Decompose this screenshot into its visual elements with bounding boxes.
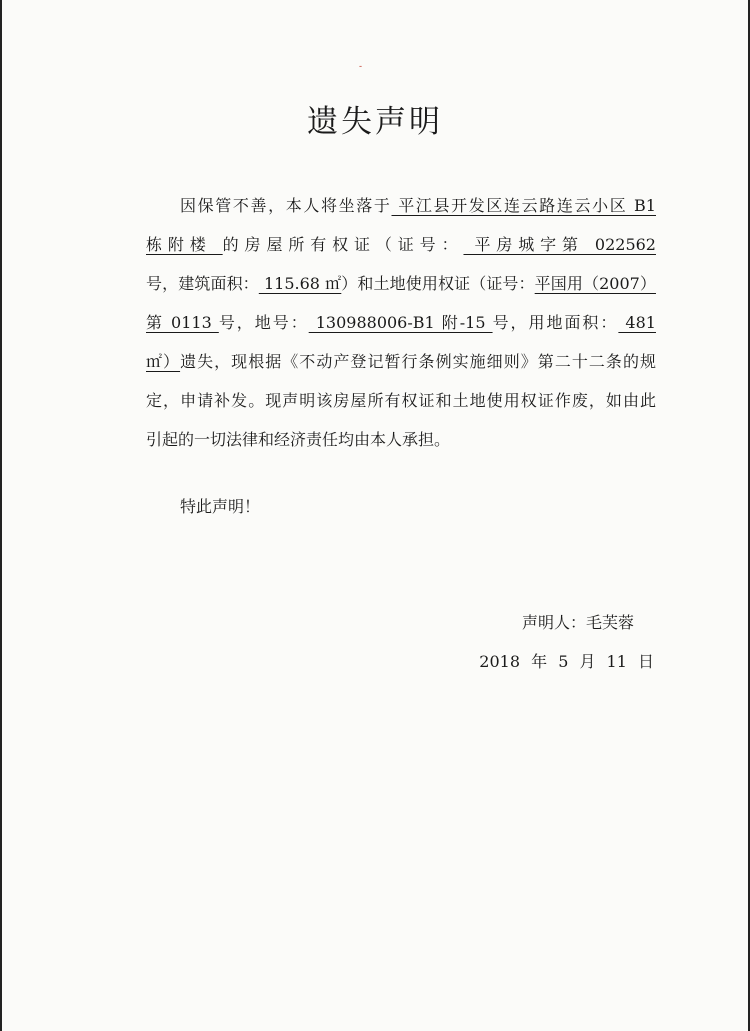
body-line-6: 定，申请补发。现声明该房屋所有权证和土地使用权证作废，如由此 <box>146 391 656 410</box>
scan-edge-left <box>0 0 2 1031</box>
text-segment: 的房屋所有权证（证号： <box>222 235 464 254</box>
statement-body <box>146 186 656 459</box>
property-location: 平江县开发区连云路连云小区 B1 <box>391 196 656 215</box>
text-segment: ）和土地使用权证（证号： <box>341 274 535 293</box>
stray-mark: - <box>359 62 363 72</box>
land-area: 481 <box>618 313 656 332</box>
text-segment: 号，地号： <box>218 313 309 332</box>
land-certificate-number: 平国用（2007） <box>534 274 656 293</box>
text-segment: 遗失，现根据《不动产登记暂行条例实施细则》第二十二条的规 <box>180 352 656 371</box>
land-number: 130988006-B1 附-15 <box>308 313 493 332</box>
house-certificate-number: 平房城字第 022562 <box>463 235 656 254</box>
signer-name: 声明人：毛芙蓉 <box>521 613 634 632</box>
body-line-1 <box>146 186 656 225</box>
body-line-2 <box>146 225 656 264</box>
text-segment: 因保管不善，本人将坐落于 <box>180 196 392 215</box>
body-line-7: 引起的一切法律和经济责任均由本人承担。 <box>146 430 451 449</box>
text-segment: 号，用地面积： <box>492 313 619 332</box>
body-line-3 <box>146 264 656 303</box>
property-location-cont: 栋附楼 <box>146 235 223 254</box>
land-certificate-number-cont: 第 0113 <box>146 313 219 332</box>
text-segment: 号，建筑面积： <box>146 274 259 293</box>
body-line-5 <box>146 342 656 381</box>
land-area-unit: ㎡） <box>146 352 181 371</box>
closing-remark: 特此声明！ <box>180 497 261 516</box>
document-title: 遗失声明 <box>307 104 443 140</box>
body-line-4 <box>146 303 656 342</box>
building-area: 115.68 ㎡ <box>258 274 342 293</box>
statement-date: 2018 年 5 月 11 日 <box>479 652 654 671</box>
